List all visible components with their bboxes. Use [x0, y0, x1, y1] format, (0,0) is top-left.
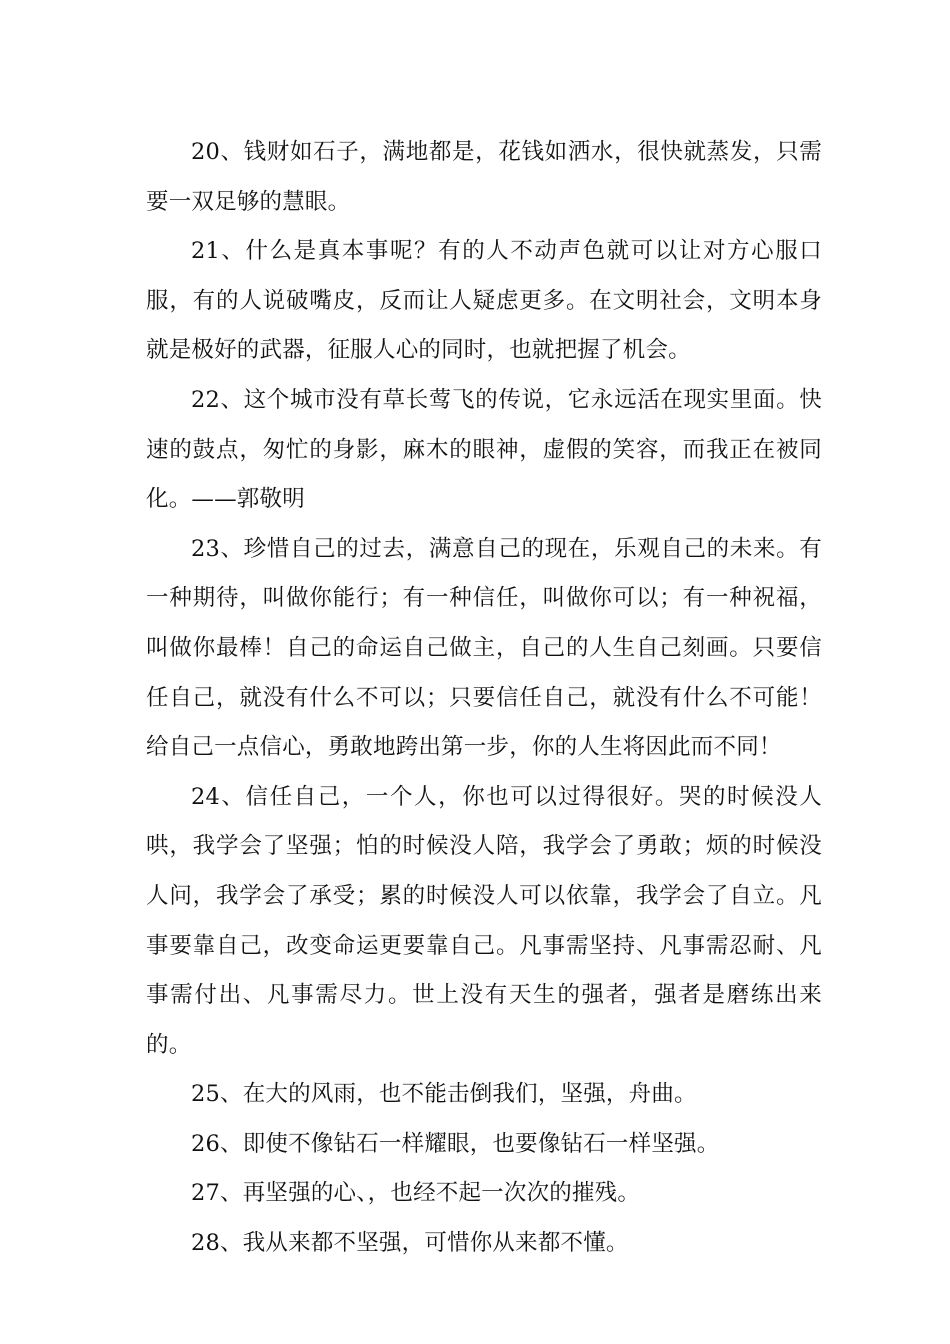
paragraph-25: 25、在大的风雨，也不能击倒我们，坚强，舟曲。 — [191, 1081, 697, 1108]
paragraph-26: 26、即使不像钻石一样耀眼，也要像钻石一样坚强。 — [191, 1130, 720, 1157]
paragraph-20: 20、钱财如石子，满地都是，花钱如洒水，很快就蒸发，只需要一双足够的慧眼。 — [146, 139, 822, 215]
paragraph-23: 23、珍惜自己的过去，满意自己的现在，乐观自己的未来。有一种期待，叫做你能行；有一种信任，叫做你可以；有一种祝福，叫做你最棒！自己的命运自己做主，自己的人生自己刻画。只要信任自己，就没有什么不可以；只要信任自己，就没有什么不可能！给自己一点信心，勇敢地跨出第一步，你的人生将因此而不同！ — [146, 535, 822, 761]
paragraph-24: 24、信任自己，一个人，你也可以过得很好。哭的时候没人哄，我学会了坚强；怕的时候没人陪，我学会了勇敢；烦的时候没人问，我学会了承受；累的时候没人可以依靠，我学会了自立。凡事要靠自己，改变命运更要靠自己。凡事需坚持、凡事需忍耐、凡事需付出、凡事需尽力。世上没有天生的强者，强者是磨练出来的。 — [146, 783, 822, 1058]
paragraph-28: 28、我从来都不坚强，可惜你从来都不懂。 — [191, 1230, 629, 1257]
paragraph-22: 22、这个城市没有草长莺飞的传说，它永远活在现实里面。快速的鼓点，匆忙的身影，麻木的眼神，虚假的笑容，而我正在被同化。——郭敬明 — [146, 386, 822, 513]
document-body — [146, 128, 822, 1269]
paragraph-21: 21、什么是真本事呢？有的人不动声色就可以让对方心服口服，有的人说破嘴皮，反而让人疑虑更多。在文明社会，文明本身就是极好的武器，征服人心的同时，也就把握了机会。 — [146, 238, 822, 364]
paragraph-27: 27、再坚强的心、，也经不起一次次的摧残。 — [191, 1180, 641, 1207]
